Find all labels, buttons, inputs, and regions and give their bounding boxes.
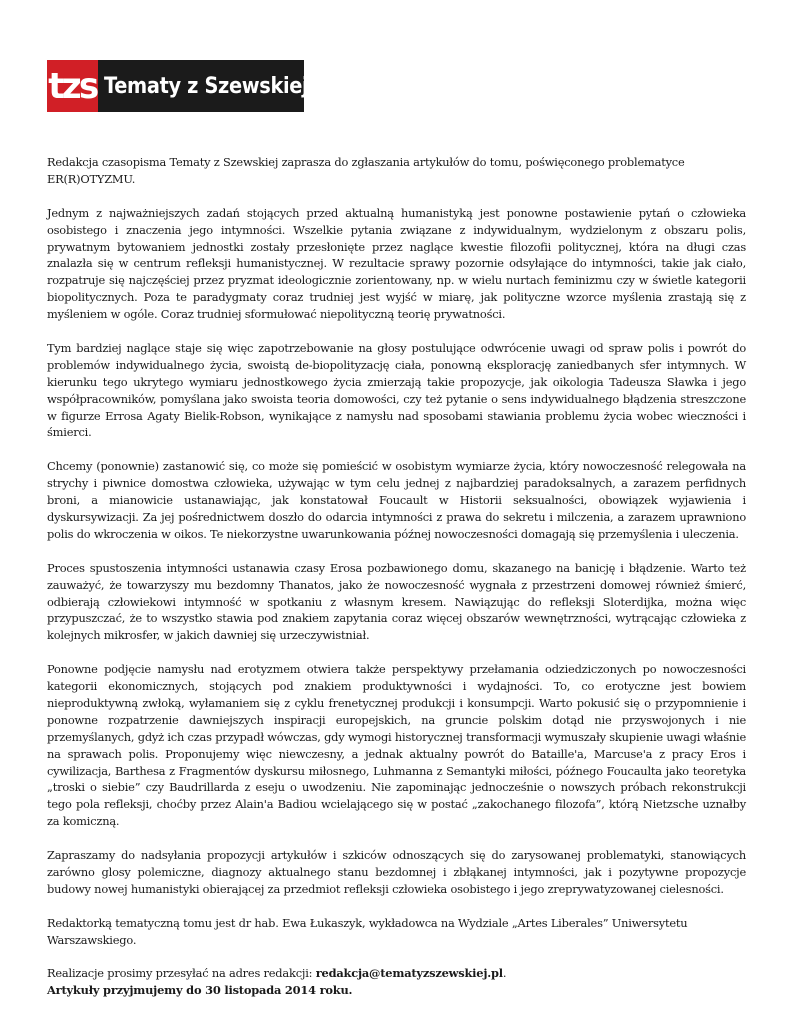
body-paragraph: Jednym z najważniejszych zadań stojących przed aktualną humanistyką jest ponowne postawienie pytań o człowieka osobistego i znaczenia jego intymności. Wszelkie pytania związane z indywidualnym, wydzielonym z obszaru polis, prywatnym bytowaniem jednostki zostały przesłonięte przez naglące kwestie filozofii politycznej, która na długi czas znalazła się w centrum refleksji humanistycznej. W rezultacie sprawy pozornie odsyłające do intymności, takie jak ciało, rozpatruje się najczęściej przez pryzmat ideologicznie zorientowany, np. w wielu nurtach feminizmu czy w świetle kategorii biopolitycznych. Poza te paradygmaty coraz trudniej jest wyjść w miarę, jak polityczne wzorce myślenia zrastają się z myśleniem w ogóle. Coraz trudniej sformułować niepolityczną teorię prywatności. <box>47 205 746 322</box>
editor-paragraph: Redaktorką tematyczną tomu jest dr hab. Ewa Łukaszyk, wykładowca na Wydziale „Artes Liberales” Uniwersytetu Warszawskiego. <box>47 915 688 947</box>
logo-mark <box>47 60 98 112</box>
journal-logo <box>47 60 308 112</box>
submission-deadline: Artykuły przyjmujemy do 30 listopada 2014 roku. <box>47 983 353 998</box>
body-paragraph: Chcemy (ponownie) zastanowić się, co może się pomieścić w osobistym wymiarze życia, który nowoczesność relegowała na strychy i piwnice domostwa człowieka, używając w tym celu jednej z najbardziej paradoksalnych, a zarazem perfidnych broni, a mianowicie ustanawiając, jak konstatował Foucault w Historii seksualności, obowiązek wyjawienia i dyskursywizacji. Za jej pośrednictwem doszło do odarcia intymności z prawa do sekretu i milczenia, a zarazem uprawniono polis do wkroczenia w oikos. Te niekorzystne uwarunkowania późnej nowoczesności domagają się przemyślenia i uleczenia. <box>47 459 746 541</box>
body-paragraph: Tym bardziej naglące staje się więc zapotrzebowanie na głosy postulujące odwrócenie uwagi od spraw polis i powrót do problemów indywidualnego życia, swoistą de-biopolityzację ciała, ponowną eksplorację zaniedbanych sfer intymnych. W kierunku tego ukrytego wymiaru jednostkowego życia zmierzają takie propozycje, jak oikologia Tadeusza Sławka i jego współpracowników, pomyślana jako swoista teoria domowości, czy też pytanie o sens indywidualnego błądzenia streszczone w figurze Errosa Agaty Bielik-Robson, wynikające z namysłu nad sposobami stawiania problemu życia wobec wieczności i śmierci. <box>47 340 746 440</box>
body-paragraph: Zapraszamy do nadsyłania propozycji artykułów i szkiców odnoszących się do zarysowanej problematyki, stanowiących zarówno glosy polemiczne, diagnozy aktualnego stanu bezdomnej i zbłąkanej intymności, jak i pozytywne propozycje budowy nowej humanistyki obierającej za przedmiot refleksji człowieka osobistego i jego zreprywatyzowanej cielesności. <box>47 848 746 896</box>
submission-suffix: . <box>502 966 507 981</box>
call-for-papers-body <box>47 154 746 999</box>
intro-paragraph: Redakcja czasopisma Tematy z Szewskiej zaprasza do zgłaszania artykułów do tomu, poświęconego problematyce ER(R)OTYZMU. <box>47 155 685 186</box>
logo-mark-text: tzs <box>48 65 97 107</box>
submission-email-link[interactable]: redakcja@tematyzszewskiej.pl <box>315 966 503 981</box>
logo-title: Tematy z Szewskiej <box>103 73 308 99</box>
submission-info <box>47 965 746 999</box>
submission-prefix: Realizacje prosimy przesyłać na adres redakcji: <box>47 966 316 981</box>
body-paragraph: Proces spustoszenia intymności ustanawia czasy Erosa pozbawionego domu, skazanego na banicję i błądzenie. Warto też zauważyć, że towarzyszy mu bezdomny Thanatos, jako że nowoczesność wygnała z przestrzeni domowej również śmierć, odbierają człowiekowi intymność w spotkaniu z własnym kresem. Nawiązując do refleksji Sloterdijka, można więc przypuszczać, że to wszystko stawia pod znakiem zapytania coraz więcej obszarów wewnętrzności, wytrącając człowieka z kolejnych mikrosfer, w jakich dawniej się urzeczywistniał. <box>47 560 746 643</box>
body-paragraph: Ponowne podjęcie namysłu nad erotyzmem otwiera także perspektywy przełamania odziedziczonych po nowoczesności kategorii ekonomicznych, stojących pod znakiem produktywności i wydajności. To, co erotyczne jest bowiem nieproduktywną zwłoką, wyłamaniem się z cyklu frenetycznej produkcji i konsumpcji. Warto pokusić się o przypomnienie i ponowne rozpatrzenie dawniejszych inspiracji europejskich, na gruncie polskim dotąd nie przyswojonych i nie przemyślanych, gdyż ich czas przypadł wówczas, gdy wymogi historycznej transformacji wymuszały skupienie uwagi właśnie na sprawach polis. Proponujemy więc niewczesny, a jednak aktualny powrót do Bataille'a, Marcuse'a z pracy Eros i cywilizacja, Barthesa z Fragmentów dyskursu miłosnego, Luhmanna z Semantyki miłości, późnego Foucaulta jako teoretyka „troski o siebie” czy Baudrillarda z eseju o uwodzeniu. Nie zapominając jednocześnie o nowszych próbach rekonstrukcji tego pola refleksji, choćby przez Alain'a Badiou wcielającego się w postać „zakochanego filozofa”, którą Nietzsche uznałby za komiczną. <box>47 662 746 829</box>
